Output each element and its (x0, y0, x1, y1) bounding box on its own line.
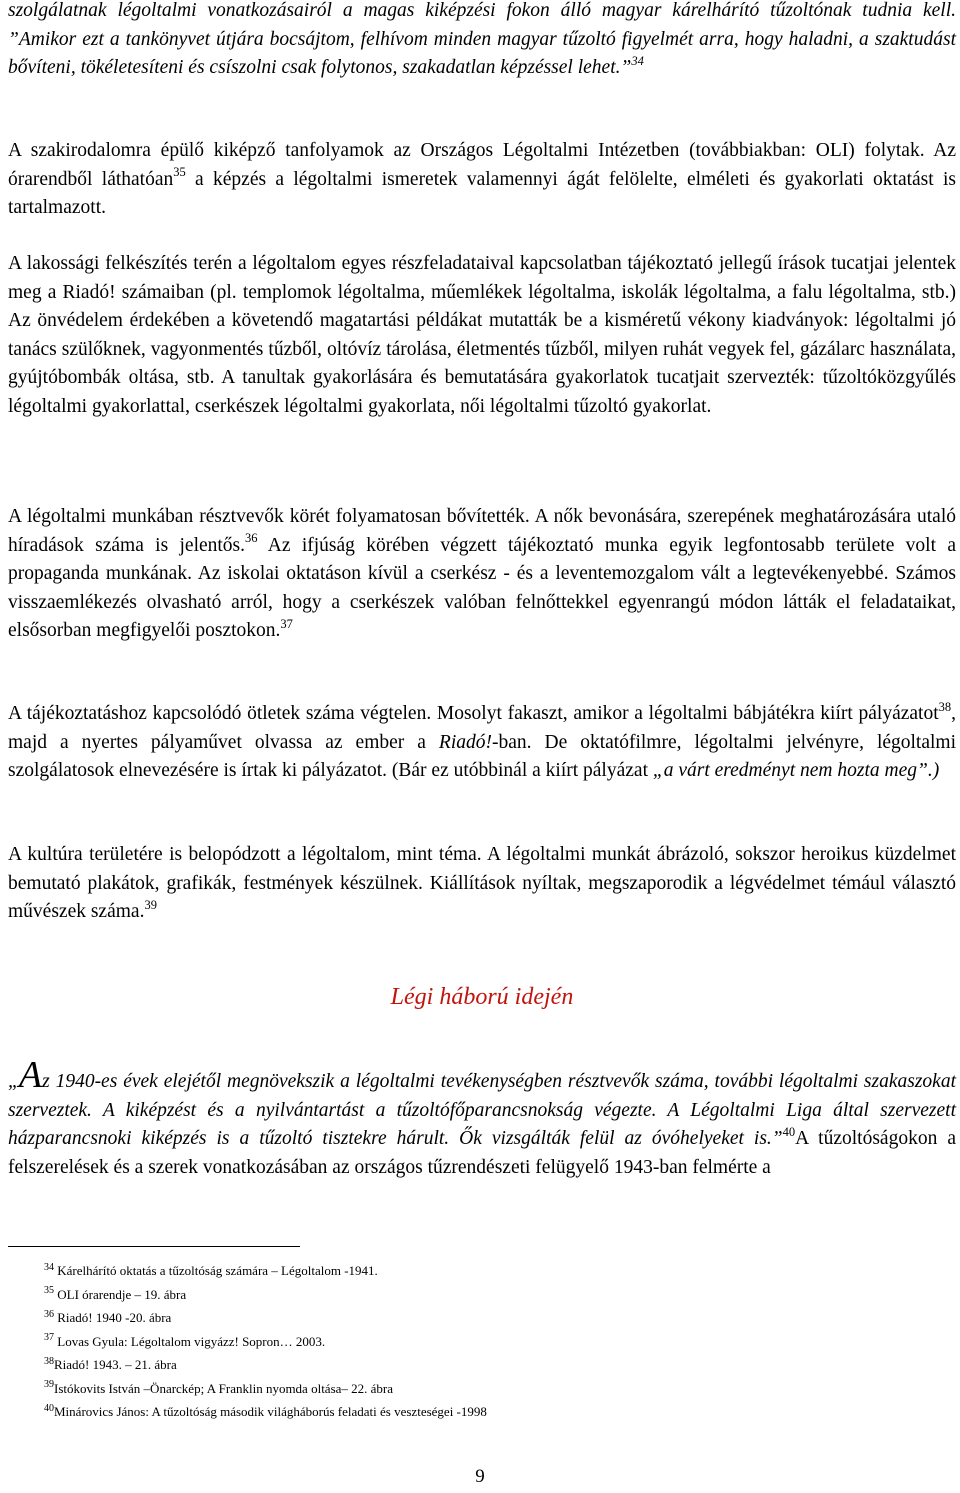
footnotes (44, 1259, 944, 1424)
footnote-number: 38 (44, 1355, 54, 1367)
footnote-separator (8, 1246, 300, 1247)
paragraph-wartime (8, 1054, 956, 1182)
paragraph-text: A szakirodalomra épülő kiképző tanfolyamok az Országos Légoltalmi Intézetben (továbbiakban: OLI) folytak. Az órarendből láthatóan (8, 140, 956, 190)
section-heading: Légi háború idején (390, 984, 574, 1010)
footnote (44, 1283, 944, 1307)
paragraph-text: -ban. De oktatófilmre, légoltalmi jelvényre, légoltalmi szolgálatosok elnevezésére is írtak ki pályázatot. (Bár ez utóbbinál a kiírt pályázat (8, 731, 957, 782)
footnote-number: 39 (44, 1379, 54, 1391)
paragraph-information-ideas (8, 700, 956, 786)
footnote-number: 37 (44, 1332, 54, 1344)
footnote (44, 1400, 944, 1424)
paragraph-text: A lakossági felkészítés terén a légoltalom egyes részfeladataival kapcsolatban tájékoztató jellegű írások tucatjai jelentek meg a Riadó! számaiban (pl. templomok légoltalma, műemlékek légoltalma, iskolák légoltalma, a falu légoltalma, stb.) Az önvédelem érdekében a követendő magatartási példákat mutatták be a kisméretű vékony kiadványok: légoltalmi jó tanács szülőknek, vagyonmentés tűzből, oltóvíz tárolása, életmentés tűzből, milyen ruhát vegyek fel, gázálarc használata, gyújtóbombák oltása, stb. A tanultak gyakorlására és bemutatására gyakorlatok tucatjait szervezték: tűzoltóközgyűlés légoltalmi gyakorlattal, cserkészek légoltalmi gyakorlata, női légoltalmi tűzoltó gyakorlat. (8, 253, 956, 417)
page-number: 9 (475, 1466, 485, 1487)
footnote-number: 35 (44, 1285, 54, 1297)
paragraph-quote-textbook (8, 0, 956, 83)
footnote (44, 1353, 944, 1377)
paragraph-participants (8, 503, 956, 646)
footnote-ref[interactable]: 35 (173, 165, 186, 180)
paragraph-culture (8, 841, 956, 927)
paragraph-text: A légoltalmi munkában résztvevők körét folyamatosan bővítették. A nők bevonására, szerepének meghatározására utaló híradások száma is jelentős. (8, 506, 956, 556)
footnote-text: Riadó! 1940 -20. ábra (54, 1310, 172, 1325)
footnote-ref[interactable]: 37 (280, 616, 293, 631)
footnote-ref[interactable]: 34 (631, 53, 644, 68)
footnote-number: 36 (44, 1308, 54, 1320)
paragraph-text: a képzés a légoltalmi ismeretek valamennyi ágát felölelte, elméleti és gyakorlati oktatást is tartalmazott. (8, 168, 956, 219)
paragraph-text: Az ifjúság körében végzett tájékoztató munka egyik legfontosabb területe volt a propaganda munkának. Az iskolai oktatáson kívül a cserkész - és a leventemozgalom vált a legtevékenyebbé. Számos visszaemlékezés olvasható arról, hogy a cserkészek valóban felnőttekkel egyenrangú módon látták el feladataikat, elsősorban megfigyelői posztokon. (8, 534, 956, 642)
paragraph-text: , majd a nyertes pályaművet olvassa az ember a (8, 703, 956, 753)
opening-quote-mark: „ (8, 1071, 19, 1092)
paragraph-text: A kultúra területére is belopódzott a légoltalom, mint téma. A légoltalmi munkát ábrázoló, sokszor heroikus küzdelmet bemutató plakátok, grafikák, festmények készülnek. Kiállítások nyíltak, megszaporodik a légvédelmet témául választó művészek száma. (8, 844, 956, 923)
magazine-title: Riadó! (438, 731, 492, 753)
drop-cap: A (18, 1054, 43, 1096)
paragraph-public-preparation (8, 250, 956, 422)
paragraph-text: szolgálatnak légoltalmi vonatkozásairól a magas kiképzési fokon álló magyar kárelhárító tűzoltónak tudnia kell. ”Amikor ezt a tankönyvet útjára bocsájtom, felhívom minden magyar tűzoltó figyelmét arra, hogy haladni, a szaktudást bővíteni, tökéletesíteni és csíszolni csak folytonos, szakadatlan képzéssel lehet.” (8, 0, 956, 79)
footnote-text: Istókovits István –Önarckép; A Franklin nyomda oltása– 22. ábra (54, 1380, 394, 1396)
paragraph-oli-courses (8, 137, 956, 223)
italic-quote: „a várt eredményt nem hozta meg”.) (652, 760, 940, 782)
paragraph-text: z 1940-es évek elejétől megnövekszik a légoltalmi tevékenységben résztvevők száma, további légoltalmi szakaszokat szerveztek. A kiképzést és a nyilvántartást a tűzoltófőparancsnokság végezte. A Légoltalmi Liga által szervezett házparancsnoki kiképzés is a tűzoltó tisztekre hárult. Ők vizsgálták felül az óvóhelyeket is.” (8, 1071, 956, 1150)
footnote-text: Riadó! 1943. – 21. ábra (54, 1357, 177, 1372)
footnote-ref[interactable]: 39 (144, 897, 157, 912)
footnote-text: Kárelhárító oktatás a tűzoltóság számára – Légoltalom -1941. (54, 1263, 378, 1278)
footnote-ref[interactable]: 36 (245, 531, 258, 546)
footnote-ref[interactable]: 40 (782, 1124, 796, 1139)
footnote-ref[interactable]: 38 (938, 699, 952, 714)
paragraph-text: A tűzoltóságokon a felszerelések és a szerek vonatkozásában az országos tűzrendészeti felügyelő 1943-ban felmérte a (8, 1128, 956, 1178)
footnote (44, 1377, 944, 1401)
footnote (44, 1330, 944, 1354)
footnote-text: Minárovics János: A tűzoltóság második világháborús feladati és veszteségei -1998 (54, 1404, 487, 1419)
footnote-text: Lovas Gyula: Légoltalom vigyázz! Sopron… 2003. (54, 1333, 326, 1349)
footnote-number: 40 (44, 1402, 54, 1414)
footnote-number: 34 (44, 1261, 54, 1273)
footnote (44, 1259, 944, 1283)
footnote-text: OLI órarendje – 19. ábra (54, 1286, 187, 1302)
footnote (44, 1306, 944, 1330)
paragraph-text: A tájékoztatáshoz kapcsolódó ötletek száma végtelen. Mosolyt fakaszt, amikor a légoltalmi bábjátékra kiírt pályázatot (8, 703, 939, 724)
